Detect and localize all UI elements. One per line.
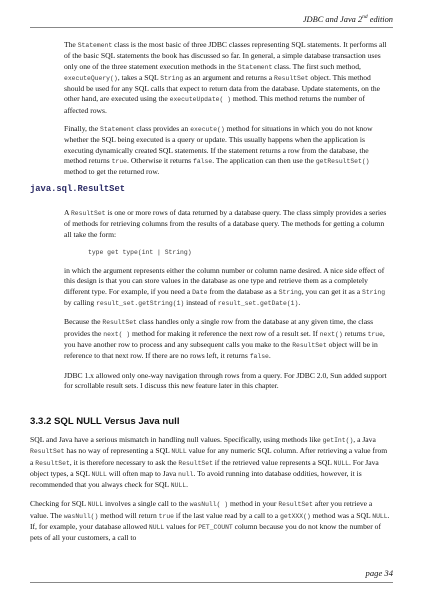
getter-signature-code: type get type(int | String) [88, 248, 192, 256]
text-run: if the last value read by a call to a [174, 510, 281, 520]
header-title-superscript: nd [362, 14, 368, 20]
text-run: value for any numeric SQL column. After retrieving a value from a [30, 446, 388, 467]
text-run: , takes a SQL [117, 72, 161, 82]
text-run: Checking for SQL [30, 499, 88, 509]
text-run: method for making it reference the next row of a result set. If [130, 328, 320, 338]
text-run: method to get the returned row. [64, 167, 160, 177]
inline-code: getInt() [322, 437, 354, 444]
inline-code: false [193, 157, 213, 165]
text-run: , it is therefore necessary to ask the [69, 457, 179, 467]
inline-code: result_set.getDate(1) [217, 300, 299, 308]
text-run: object. This method should be used for any SQL calls that expect to return data from the database. Update statements, on the other hand, are executed using the [64, 72, 381, 104]
text-run: has no way of representing a SQL [64, 446, 172, 456]
inline-code: ResultSet [274, 74, 309, 82]
text-run: , you have another row to process and any subsequent calls you make to the [64, 328, 385, 349]
text-run: . If, for example, your database allowed [30, 510, 390, 532]
text-run: column because you do not know the number of pets of all your customers, a call to [30, 522, 381, 543]
statement-paragraph-2 [64, 124, 389, 177]
inline-code: Statement [77, 42, 113, 49]
sql-null-paragraph-1 [30, 435, 390, 491]
text-run: . [298, 298, 301, 308]
sql-null-section [30, 435, 390, 552]
sql-null-paragraph-2 [30, 499, 390, 543]
inline-code: Statement [100, 126, 135, 134]
text-run: class handles only a single row from the database at any given time, the class provides the [64, 317, 374, 338]
inline-code: String [160, 74, 184, 82]
text-run: class provides an [134, 124, 191, 134]
header-title-suffix: edition [367, 14, 393, 24]
text-run: returns [342, 328, 368, 338]
text-run: involves a single call to the [103, 499, 190, 509]
resultset-heading: java.sql.ResultSet [30, 184, 126, 194]
statement-paragraph-1 [64, 40, 389, 116]
inline-code: Date [192, 288, 208, 296]
text-run: . [186, 480, 189, 490]
inline-code: String [362, 288, 386, 296]
inline-code: NULL [372, 512, 388, 520]
inline-code: true [158, 512, 174, 520]
inline-code: NULL [87, 501, 104, 509]
footer-rule [30, 582, 393, 583]
inline-code: wasNull( ) [189, 501, 229, 509]
inline-code: executeQuery() [64, 74, 118, 82]
inline-code: false [249, 353, 269, 361]
inline-code: ResultSet [278, 501, 313, 509]
inline-code: wasNull() [63, 512, 99, 520]
statement-section [64, 40, 389, 186]
text-run: in which the argument represents either the column number or column name desired. A nice side effect of this design is that you can store values in the database as one type and retrieve them as a completely different type. For example, if you need a [64, 266, 385, 296]
resultset-paragraph-2 [64, 266, 389, 309]
inline-code: NULL [333, 459, 349, 467]
text-run: , a Java [353, 435, 376, 444]
resultset-paragraph-1 [64, 208, 389, 240]
inline-code: true [111, 157, 128, 165]
inline-code: ResultSet [35, 459, 70, 467]
text-run: method will return [98, 510, 159, 520]
text-run: after you retrieve a value. The [30, 499, 373, 520]
inline-code: ResultSet [102, 319, 137, 327]
inline-code: next() [319, 330, 343, 338]
page-number: page 34 [365, 568, 393, 578]
text-run: . To avoid running into database oddities, however, it is recommended that you always check for SQL [30, 468, 362, 490]
text-run: Because the [64, 317, 103, 327]
resultset-section [64, 208, 389, 399]
header-title: JDBC and Java 2 [302, 14, 363, 24]
inline-code: NULL [170, 482, 187, 490]
text-run: is one or more rows of data returned by a database query. The class simply provides a series of methods for retrieving columns from the results of a database query. The methods for getting a column all take the form: [64, 208, 387, 239]
text-run: method in your [228, 499, 279, 509]
section-heading-sql-null: 3.3.2 SQL NULL Versus Java null [30, 416, 180, 427]
inline-code: getXXX() [280, 512, 311, 520]
text-run: instead of [184, 298, 218, 308]
text-run: , you can get it as a [301, 286, 363, 296]
inline-code: execute() [190, 126, 225, 134]
header-rule [30, 27, 393, 28]
inline-code: result_set.getString(1) [96, 300, 185, 308]
text-run: as an argument and returns a [183, 72, 274, 82]
text-run: . The application can then use the [212, 155, 316, 165]
inline-code: NULL [91, 470, 107, 478]
text-run: The [64, 40, 78, 49]
inline-code: null [178, 470, 194, 478]
text-run: by calling [64, 298, 97, 308]
inline-code: ResultSet [70, 210, 106, 217]
inline-code: getResultSet() [315, 157, 370, 165]
inline-code: Statement [237, 63, 273, 71]
resultset-paragraph-4 [64, 371, 389, 392]
text-run: method. This method returns the number of affected rows. [64, 94, 366, 115]
inline-code: true [367, 330, 383, 338]
inline-code: next( ) [103, 330, 131, 338]
text-run: class. The first such method, [272, 61, 361, 71]
inline-code: ResultSet [178, 459, 213, 467]
text-run: A [64, 208, 71, 217]
inline-code: PET_COUNT [198, 524, 233, 532]
text-run: SQL and Java have a serious mismatch in handling null values. Specifically, using methods like [30, 435, 323, 444]
text-run: values for [164, 522, 199, 532]
inline-code: ResultSet [292, 341, 327, 349]
inline-code: NULL [171, 448, 187, 456]
text-run: class is the most basic of three JDBC classes representing SQL statements. It performs all of the basic SQL statements the book has discussed so far. In general, a simple database transaction uses only one of the three statement execution methods in the [64, 40, 387, 71]
text-run: method for situations in which you do not know whether the SQL being executed is a query or update. This usually happens when the application is executing dynamically created SQL statements. If the statement returns a row from the database, the method returns [64, 124, 373, 165]
text-run: will often map to Java [106, 468, 179, 478]
text-run: object will be in reference to that next row. If there are no rows left, it returns [64, 339, 378, 361]
text-run: if the retrieved value represents a SQL [212, 457, 334, 467]
text-run: from the database as a [207, 286, 279, 296]
text-run: JDBC 1.x allowed only one-way navigation through rows from a query. For JDBC 2.0, Sun added support for scrollable result sets. I discuss this new feature later in this chapter. [64, 370, 387, 390]
inline-code: executeUpdate( ) [169, 96, 232, 104]
running-header [303, 14, 393, 24]
text-run: Finally, the [64, 124, 100, 134]
text-run: . For Java object types, a SQL [30, 457, 379, 478]
inline-code: ResultSet [30, 448, 65, 456]
text-run: . [268, 351, 271, 361]
inline-code: NULL [148, 524, 165, 532]
text-run: . Otherwise it returns [127, 155, 194, 165]
inline-code: String [278, 288, 302, 296]
text-run: method was a SQL [310, 510, 373, 520]
resultset-paragraph-3 [64, 317, 389, 362]
